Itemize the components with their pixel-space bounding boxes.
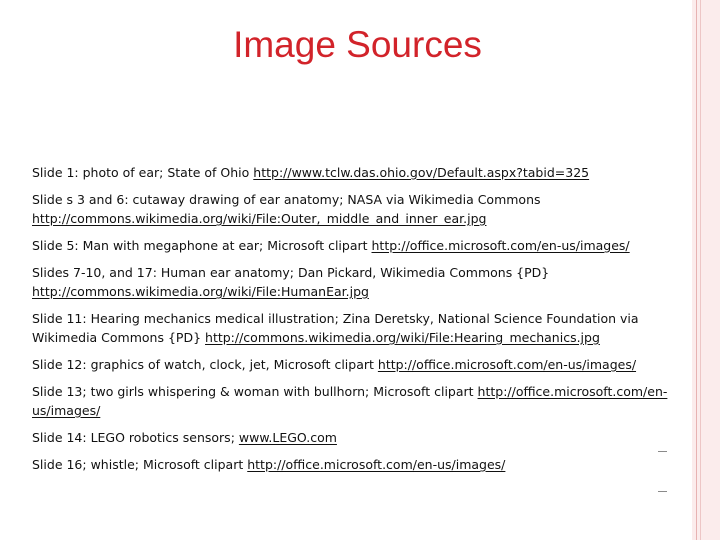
source-description: Slide 16; whistle; Microsoft clipart (32, 457, 248, 472)
source-entry (32, 428, 680, 447)
source-link[interactable]: http://office.microsoft.com/en-us/images/ (377, 357, 637, 372)
border-line (700, 0, 701, 540)
source-entry (32, 455, 680, 474)
overlay-patch (655, 450, 691, 500)
source-entry (32, 355, 680, 374)
slide-title: Image Sources (233, 24, 482, 65)
source-link[interactable]: http://commons.wikimedia.org/wiki/File:Outer,_middle_and_inner_ear.jpg (32, 211, 487, 226)
source-link[interactable]: http://www.tclw.das.ohio.gov/Default.aspx?tabid=325 (253, 165, 590, 180)
source-description: Slide s 3 and 6: cutaway drawing of ear anatomy; NASA via Wikimedia Commons (32, 192, 541, 207)
dash-mark (658, 491, 667, 492)
source-link[interactable]: http://office.microsoft.com/en-us/images/ (247, 457, 506, 472)
source-entry (32, 263, 680, 301)
source-description: Slide 1: photo of ear; State of Ohio (32, 165, 254, 180)
source-description: Slide 5: Man with megaphone at ear; Microsoft clipart (32, 238, 372, 253)
source-entry (32, 190, 680, 228)
source-description: Slides 7-10, and 17: Human ear anatomy; Dan Pickard, Wikimedia Commons {PD} (32, 265, 550, 280)
border-line (696, 0, 697, 540)
source-entry (32, 163, 680, 182)
source-description: Slide 14: LEGO robotics sensors; (32, 430, 239, 445)
source-link[interactable]: http://commons.wikimedia.org/wiki/File:HumanEar.jpg (32, 284, 369, 299)
source-entry (32, 382, 680, 420)
source-description: Slide 13; two girls whispering & woman with bullhorn; Microsoft clipart (32, 384, 478, 399)
source-link[interactable]: www.LEGO.com (238, 430, 337, 445)
source-entry (32, 309, 680, 347)
sources-list (32, 163, 680, 482)
dash-mark (658, 451, 667, 452)
source-description: Slide 11: Hearing mechanics medical illustration; Zina Deretsky, National Science Foundation via Wikimedia Commons {PD} (32, 311, 639, 345)
source-link[interactable]: http://commons.wikimedia.org/wiki/File:Hearing_mechanics.jpg (205, 330, 600, 345)
source-entry (32, 236, 680, 255)
source-description: Slide 12: graphics of watch, clock, jet, Microsoft clipart (32, 357, 378, 372)
source-link[interactable]: http://office.microsoft.com/en-us/images/ (371, 238, 630, 253)
source-link[interactable]: http://office.microsoft.com/en-us/images/ (32, 384, 668, 418)
